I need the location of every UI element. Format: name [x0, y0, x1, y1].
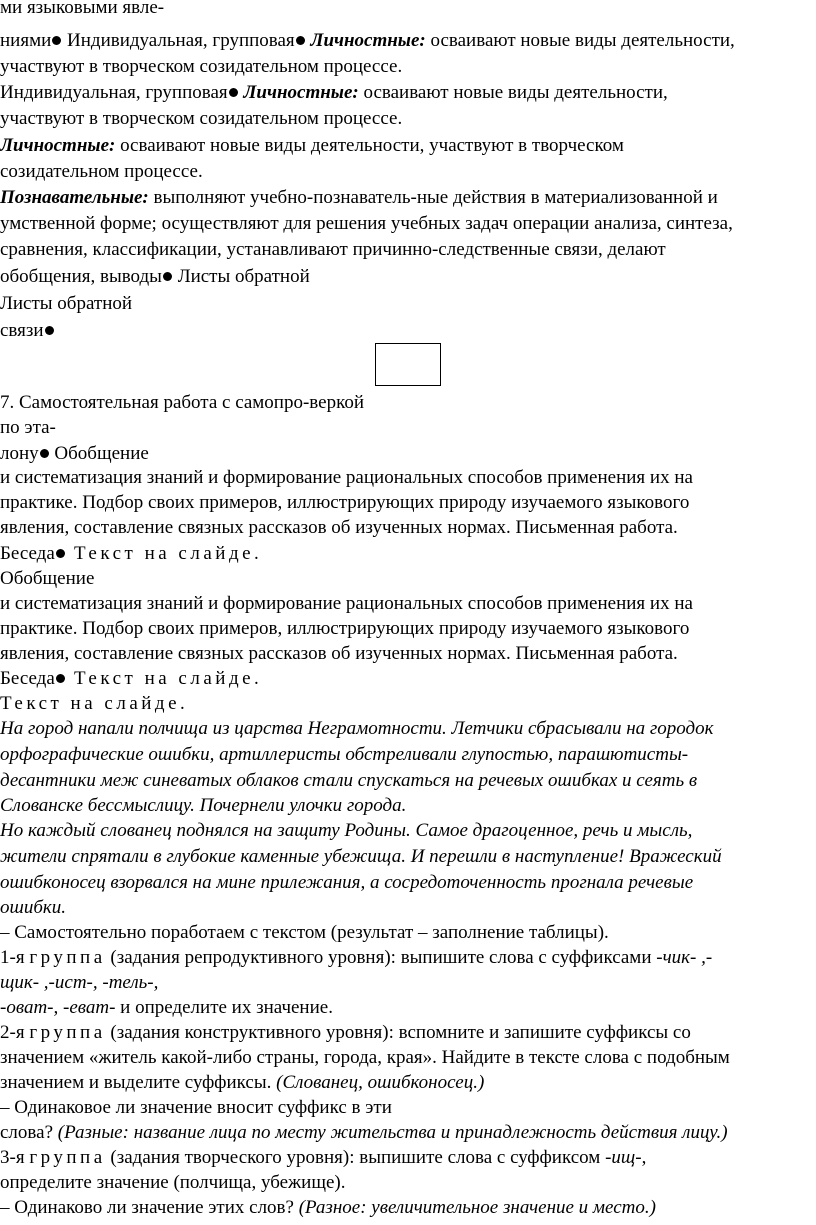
text-line: сравнения, классификации, устанавливают причинно-следственные связи, делают — [0, 239, 666, 260]
text-line: участвуют в творческом созидательном процессе. — [0, 56, 403, 77]
text-line: обобщения, выводы Листы обратной — [0, 266, 310, 287]
text-line: явления, составление связных рассказов об изученных нормах. Письменная работа. — [0, 643, 678, 664]
text-line: практике. Подбор своих примеров, иллюстрирующих природу изучаемого языкового — [0, 492, 690, 513]
text-line: Текст на слайде. — [0, 693, 189, 714]
bullet-icon — [163, 272, 172, 281]
text-line: 7. Самостоятельная работа с самопро-веркой — [0, 392, 365, 413]
text-line: умственной форме; осуществляют для решения учебных задач операции анализа, синтеза, — [0, 213, 733, 234]
text-line: участвуют в творческом созидательном процессе. — [0, 108, 403, 129]
text-line: созидательном процессе. — [0, 161, 203, 182]
text-line: На город напали полчища из царства Неграмотности. Летчики сбрасывали на городок — [0, 718, 714, 739]
text-line: Индивидуальная, групповая Личностные: осваивают новые виды деятельности, — [0, 82, 668, 103]
text-line: определите значение (полчища, убежище). — [0, 1172, 346, 1193]
text-line: явления, составление связных рассказов об изученных нормах. Письменная работа. — [0, 517, 678, 538]
text-line: значением и выделите суффиксы. (Слованец, ошибконосец.) — [0, 1072, 485, 1093]
text-line: щик- ,-ист-, -тель-, — [0, 972, 159, 993]
text-line: – Самостоятельно поработаем с текстом (результат – заполнение таблицы). — [0, 922, 609, 943]
text-line: 2-я группа (задания конструктивного уровня): вспомните и запишите суффиксы со — [0, 1022, 691, 1043]
bullet-icon — [296, 36, 305, 45]
text-line: жители спрятали в глубокие каменные убежища. И перешли в наступление! Вражеский — [0, 846, 722, 867]
text-line: ошибки. — [0, 897, 67, 918]
text-line: Личностные: осваивают новые виды деятельности, участвуют в творческом — [0, 135, 624, 156]
text-line: Познавательные: выполняют учебно-познаватель-ные действия в материализованной и — [0, 187, 718, 208]
bullet-icon — [56, 674, 65, 683]
text-line: ошибконосец взорвался на мине прилежания, а сосредоточенность прогнала речевые — [0, 872, 694, 893]
text-line: слова? (Разные: название лица по месту жительства и принадлежность действия лицу.) — [0, 1122, 728, 1143]
text-line: Беседа Текст на слайде. — [0, 543, 263, 564]
text-line: и систематизация знаний и формирование рациональных способов применения их на — [0, 467, 693, 488]
text-line: связи — [0, 318, 55, 344]
bullet-icon — [52, 36, 61, 45]
text-line: ниями Индивидуальная, групповая Личностные: осваивают новые виды деятельности, — [0, 30, 735, 51]
text-line: Но каждый слованец поднялся на защиту Родины. Самое драгоценное, речь и мысль, — [0, 820, 693, 841]
text-line: Беседа Текст на слайде. — [0, 668, 263, 689]
text-line: лону Обобщение — [0, 443, 149, 464]
text-line: 3-я группа (задания творческого уровня): выпишите слова с суффиксом -ищ-, — [0, 1147, 647, 1168]
text-line: Слованске бессмыслицу. Почернели улочки города. — [0, 795, 407, 816]
bullet-icon — [40, 449, 49, 458]
text-line: десантники меж синеватых облаков стали спускаться на речевых ошибках и сеять в — [0, 770, 698, 791]
text-line: практике. Подбор своих примеров, иллюстрирующих природу изучаемого языкового — [0, 618, 690, 639]
empty-frame — [375, 343, 441, 386]
text-line: и систематизация знаний и формирование рациональных способов применения их на — [0, 593, 693, 614]
text-line: – Одинаковое ли значение вносит суффикс в эти — [0, 1097, 392, 1118]
text-line: -оват-, -еват- и определите их значение. — [0, 997, 333, 1018]
text-line: по эта- — [0, 417, 56, 438]
text-line: ми языковыми явле- — [0, 0, 165, 18]
bullet-icon — [45, 326, 54, 335]
text-line: значением «житель какой-либо страны, города, края». Найдите в тексте слова с подобным — [0, 1047, 730, 1068]
text-line: орфографические ошибки, артиллеристы обстреливали глупостью, парашютисты- — [0, 744, 689, 765]
text-line: Обобщение — [0, 568, 95, 589]
text-line: – Одинаково ли значение этих слов? (Разное: увеличительное значение и место.) — [0, 1197, 656, 1218]
bullet-icon — [56, 549, 65, 558]
text-line: 1-я группа (задания репродуктивного уровня): выпишите слова с суффиксами -чик- ,- — [0, 947, 713, 968]
text-line: Листы обратной — [0, 293, 133, 314]
bullet-icon — [229, 88, 238, 97]
